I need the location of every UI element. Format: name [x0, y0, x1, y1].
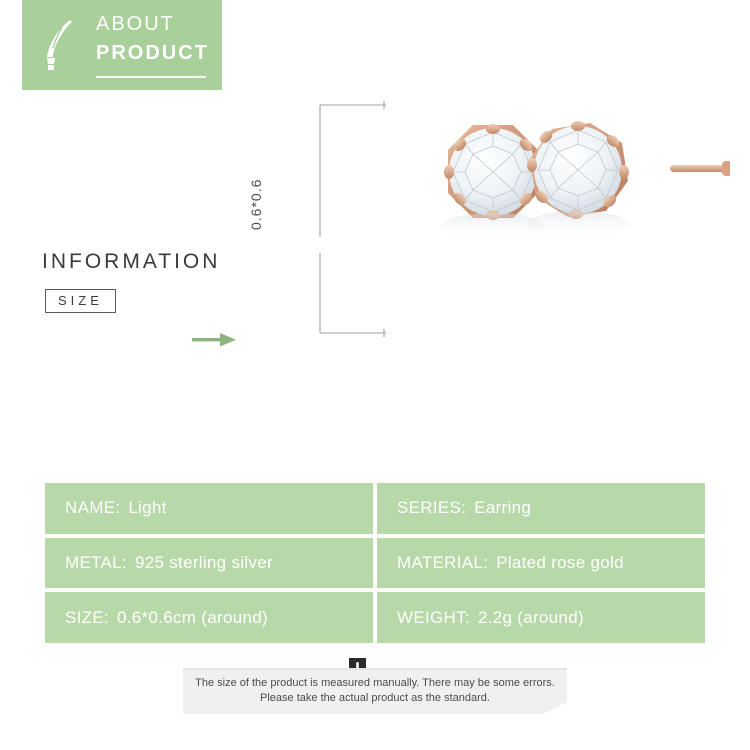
spec-key: NAME: — [65, 498, 121, 518]
table-row — [377, 592, 705, 643]
header-line-product: PRODUCT — [96, 42, 209, 64]
header-text-block — [96, 10, 209, 68]
spec-value: Light — [128, 498, 167, 518]
note-line-2: Please take the actual product as the standard. — [260, 692, 490, 704]
spec-value: 925 sterling silver — [134, 552, 273, 572]
spec-value: 0.6*0.6cm (around) — [117, 607, 268, 627]
size-label-box: SIZE — [45, 289, 116, 313]
spec-value: Plated rose gold — [496, 552, 624, 572]
rose-gold-round-cz-stud-earrings-photo — [300, 95, 730, 345]
information-heading: INFORMATION — [42, 250, 221, 273]
table-row — [377, 483, 705, 534]
spec-key: SIZE: — [65, 607, 110, 627]
measurement-disclaimer — [183, 668, 567, 714]
table-row — [377, 538, 705, 589]
spec-value: 2.2g (around) — [477, 607, 584, 627]
spec-key: METAL: — [65, 552, 127, 572]
specification-table — [45, 483, 705, 643]
dimension-label: 0.6*0.6 — [248, 178, 264, 230]
spec-value: Earring — [474, 498, 532, 518]
header-underline-divider — [96, 76, 206, 78]
note-text-block — [183, 676, 567, 706]
spec-key: MATERIAL: — [397, 552, 489, 572]
quill-pen-icon — [36, 16, 84, 72]
header-line-about: ABOUT — [96, 13, 175, 35]
table-row — [45, 483, 373, 534]
spec-key: WEIGHT: — [397, 607, 470, 627]
about-product-header — [22, 0, 222, 90]
dimension-bracket-icon — [320, 101, 386, 337]
arrow-right-icon — [192, 330, 238, 350]
spec-key: SERIES: — [397, 498, 467, 518]
table-row — [45, 538, 373, 589]
table-row — [45, 592, 373, 643]
note-line-1: The size of the product is measured manually. There may be some errors. — [195, 677, 555, 689]
